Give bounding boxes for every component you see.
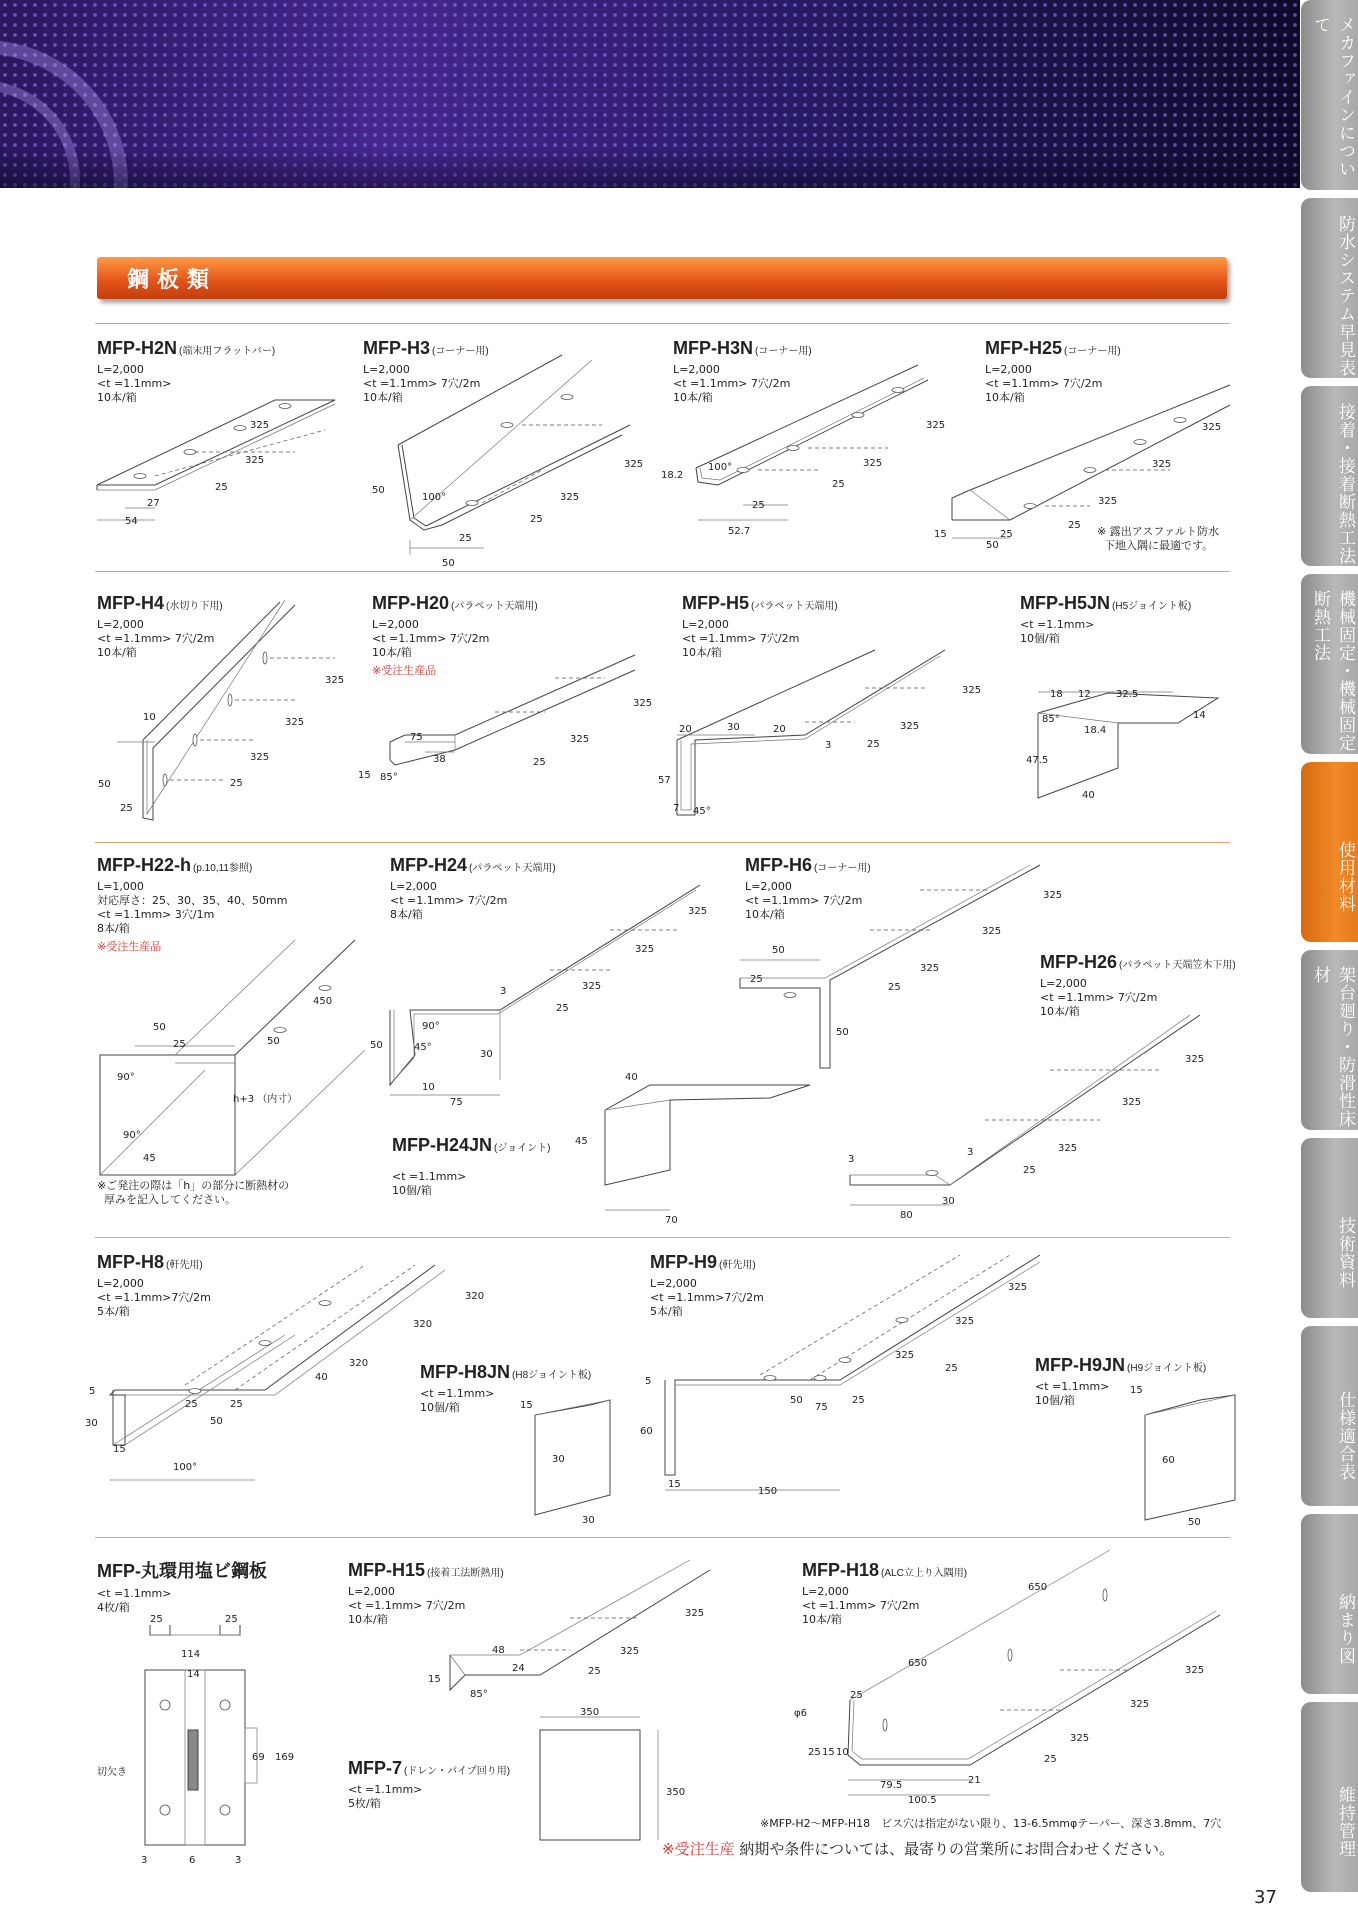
svg-text:325: 325 (1008, 1282, 1028, 1293)
svg-text:325: 325 (250, 752, 270, 763)
svg-text:325: 325 (926, 420, 946, 431)
product-spec: L=2,000 <t =1.1mm> 7穴/2m 10本/箱 (673, 363, 791, 404)
svg-text:325: 325 (635, 944, 655, 955)
product-name: MFP-H5JN (1020, 593, 1111, 613)
svg-text:30: 30 (727, 722, 740, 733)
svg-text:325: 325 (685, 1608, 705, 1619)
made-to-order-note: ※受注生産品 (372, 664, 437, 677)
svg-text:30: 30 (85, 1418, 98, 1429)
product-p7 (348, 1758, 510, 1811)
svg-text:3: 3 (500, 986, 507, 997)
svg-text:325: 325 (1043, 890, 1063, 901)
svg-text:150: 150 (758, 1486, 778, 1497)
svg-text:5: 5 (89, 1386, 96, 1397)
svg-text:325: 325 (582, 981, 602, 992)
svg-text:25: 25 (1044, 1754, 1057, 1765)
svg-text:25: 25 (945, 1363, 958, 1374)
svg-text:20: 20 (679, 724, 692, 735)
svg-text:25: 25 (1023, 1165, 1036, 1176)
svg-text:45°: 45° (693, 806, 711, 817)
svg-text:85°: 85° (380, 772, 398, 783)
svg-text:25: 25 (852, 1395, 865, 1406)
svg-text:24: 24 (512, 1663, 525, 1674)
svg-text:25: 25 (1000, 529, 1013, 540)
svg-text:25: 25 (185, 1399, 198, 1410)
svg-text:320: 320 (413, 1319, 433, 1330)
svg-text:25: 25 (150, 1614, 163, 1625)
product-sub: (p.10,11参照) (193, 863, 253, 874)
svg-text:325: 325 (863, 458, 883, 469)
h5jn-drawing (1018, 668, 1238, 808)
product-name: MFP-丸環用塩ビ鋼板 (97, 1561, 267, 1581)
product-spec: <t =1.1mm> 10個/箱 (1035, 1380, 1110, 1407)
svg-text:3: 3 (967, 1147, 974, 1158)
svg-text:48: 48 (492, 1645, 505, 1656)
svg-text:25: 25 (533, 757, 546, 768)
svg-text:3: 3 (848, 1154, 855, 1165)
svg-text:325: 325 (633, 698, 653, 709)
svg-text:325: 325 (560, 492, 580, 503)
section-title: 鋼板類 (127, 268, 218, 293)
svg-text:h+3 （内寸）: h+3 （内寸） (233, 1094, 298, 1105)
svg-text:25: 25 (530, 514, 543, 525)
product-name: MFP-H22-h (97, 855, 191, 875)
maru-drawing (95, 1610, 315, 1870)
product-spec: <t =1.1mm> 10個/箱 (420, 1387, 495, 1414)
product-name: MFP-H26 (1040, 952, 1118, 972)
made-to-order-note: ※受注生産品 (97, 940, 162, 953)
product-sub: (ジョイント) (494, 1143, 551, 1154)
svg-text:25: 25 (225, 1614, 238, 1625)
svg-text:90°: 90° (422, 1021, 440, 1032)
svg-text:325: 325 (250, 420, 270, 431)
product-name: MFP-H8 (97, 1252, 164, 1272)
product-name: MFP-H5 (682, 593, 749, 613)
header-banner (0, 0, 1300, 188)
svg-text:325: 325 (1202, 422, 1222, 433)
svg-text:325: 325 (1130, 1699, 1150, 1710)
svg-text:169: 169 (275, 1752, 295, 1763)
svg-text:25: 25 (173, 1039, 186, 1050)
svg-text:50: 50 (267, 1036, 280, 1047)
h2n-drawing (95, 390, 345, 530)
svg-text:25: 25 (215, 482, 228, 493)
product-sub: (接着工法断熱用) (427, 1568, 504, 1579)
product-sub: (コーナー用) (432, 346, 489, 357)
svg-text:15: 15 (934, 529, 947, 540)
svg-text:90°: 90° (123, 1130, 141, 1141)
svg-text:27: 27 (147, 498, 160, 509)
svg-text:50: 50 (442, 558, 455, 569)
svg-text:325: 325 (245, 455, 265, 466)
tab-materials[interactable]: 使用材料 (1301, 762, 1358, 942)
svg-text:350: 350 (666, 1787, 686, 1798)
svg-text:325: 325 (920, 963, 940, 974)
order-note (662, 1838, 1174, 1859)
screw-hole-footnote: ※MFP-H2〜MFP-H18 ビス穴は指定がない限り、13-6.5mmφテーパー、深さ3.8mm、7穴 (760, 1817, 1222, 1830)
product-spec: L=2,000 <t =1.1mm> 7穴/2m 10本/箱 (745, 880, 863, 921)
product-sub: (H8ジョイント板) (512, 1370, 592, 1381)
svg-text:325: 325 (1152, 459, 1172, 470)
svg-text:25: 25 (1068, 520, 1081, 531)
svg-text:30: 30 (480, 1049, 493, 1060)
svg-text:40: 40 (625, 1072, 638, 1083)
svg-text:52.7: 52.7 (728, 526, 751, 537)
product-sub: (コーナー用) (1064, 346, 1121, 357)
product-name: MFP-H15 (348, 1560, 426, 1580)
svg-text:50: 50 (372, 485, 385, 496)
svg-text:12: 12 (1078, 689, 1091, 700)
svg-text:3: 3 (235, 1855, 242, 1866)
h9-drawing (640, 1250, 1040, 1500)
tab-system-chart[interactable]: 防水システム早見表 (1301, 198, 1358, 378)
product-name: MFP-H2N (97, 338, 177, 358)
svg-text:320: 320 (465, 1291, 485, 1302)
product-spec: L=2,000 <t =1.1mm> 7穴/2m 10本/箱 (97, 618, 215, 659)
svg-text:114: 114 (181, 1649, 201, 1660)
product-spec: L=2,000 <t =1.1mm>7穴/2m 5本/箱 (97, 1277, 211, 1318)
svg-text:325: 325 (1122, 1097, 1142, 1108)
product-sub: (軒先用) (166, 1260, 203, 1271)
product-sub: (パラペット天端用) (469, 863, 556, 874)
tab-tech-data[interactable]: 技術資料 (1301, 1138, 1358, 1318)
product-name: MFP-H9JN (1035, 1355, 1126, 1375)
product-sub: (コーナー用) (814, 863, 871, 874)
svg-text:325: 325 (1185, 1054, 1205, 1065)
svg-text:10: 10 (143, 712, 156, 723)
svg-text:60: 60 (1162, 1455, 1175, 1466)
order-note-text: 納期や条件については、最寄りの営業所にお問合わせください。 (734, 1840, 1175, 1858)
product-sub: (ALC立上り入隅用) (881, 1568, 968, 1579)
product-name: MFP-H3N (673, 338, 753, 358)
product-h24jn (392, 1135, 551, 1198)
svg-text:47.5: 47.5 (1026, 755, 1049, 766)
svg-text:25: 25 (588, 1666, 601, 1677)
svg-text:20: 20 (773, 724, 786, 735)
product-spec: L=2,000 <t =1.1mm> 7穴/2m 10本/箱 (372, 618, 490, 659)
product-spec: <t =1.1mm> 10個/箱 (1020, 618, 1095, 645)
svg-text:10: 10 (422, 1082, 435, 1093)
product-spec: <t =1.1mm> 10個/箱 (392, 1170, 467, 1197)
product-name: MFP-7 (348, 1758, 402, 1778)
svg-text:45°: 45° (414, 1042, 432, 1053)
svg-text:25: 25 (832, 479, 845, 490)
svg-text:25: 25 (230, 778, 243, 789)
product-h5jn (1020, 593, 1191, 646)
svg-text:30: 30 (582, 1515, 595, 1526)
tab-adhesive[interactable]: 接着・接着断熱工法 (1301, 386, 1358, 566)
product-sub: (H5ジョイント板) (1112, 601, 1192, 612)
tab-mechanical[interactable]: 機械固定・機械固定断熱工法 (1301, 574, 1358, 754)
product-maru (97, 1557, 267, 1615)
svg-text:45: 45 (143, 1153, 156, 1164)
svg-text:325: 325 (982, 926, 1002, 937)
h4-drawing (95, 600, 355, 830)
svg-text:40: 40 (1082, 790, 1095, 801)
h5-drawing (655, 640, 982, 830)
svg-text:32.5: 32.5 (1116, 689, 1139, 700)
svg-text:50: 50 (986, 540, 999, 551)
product-spec: L=1,000 対応厚さ：25、30、35、40、50mm <t =1.1mm> 3穴/1m 8本/箱 (97, 880, 288, 935)
h24jn-drawing (575, 1060, 795, 1225)
svg-text:50: 50 (153, 1022, 166, 1033)
h22h-drawing (95, 930, 375, 1170)
section-title-bar (97, 257, 1227, 299)
row-divider (95, 1237, 1230, 1238)
svg-text:325: 325 (620, 1646, 640, 1657)
product-spec: L=2,000 <t =1.1mm> 7穴/2m 10本/箱 (682, 618, 800, 659)
h22h-remark: ※ご発注の際は「h」の部分に断熱材の 厚みを記入してください。 (97, 1179, 290, 1206)
svg-text:25: 25 (867, 739, 880, 750)
product-sub: (軒先用) (719, 1260, 756, 1271)
svg-text:325: 325 (1098, 496, 1118, 507)
svg-text:25: 25 (230, 1399, 243, 1410)
svg-text:18.4: 18.4 (1084, 725, 1107, 736)
product-name: MFP-H20 (372, 593, 450, 613)
h8jn-drawing (500, 1395, 640, 1525)
product-spec: L=2,000 <t =1.1mm> 7穴/2m 10本/箱 (802, 1585, 920, 1626)
svg-text:325: 325 (1058, 1143, 1078, 1154)
svg-text:25: 25 (750, 974, 763, 985)
svg-text:25: 25 (752, 500, 765, 511)
product-spec: L=2,000 <t =1.1mm> 10本/箱 (97, 363, 172, 404)
svg-text:15: 15 (113, 1444, 126, 1455)
h15-drawing (420, 1560, 720, 1720)
svg-text:15: 15 (1130, 1385, 1143, 1396)
svg-text:70: 70 (665, 1215, 678, 1226)
product-name: MFP-H3 (363, 338, 430, 358)
svg-text:50: 50 (210, 1416, 223, 1427)
svg-text:60: 60 (640, 1426, 653, 1437)
product-spec: L=2,000 <t =1.1mm>7穴/2m 5本/箱 (650, 1277, 764, 1318)
svg-text:57: 57 (658, 775, 671, 786)
h18-drawing (790, 1545, 1240, 1815)
svg-text:75: 75 (815, 1402, 828, 1413)
tab-spec-table[interactable]: 仕様適合表 (1301, 1326, 1358, 1506)
svg-text:50: 50 (1188, 1517, 1201, 1528)
product-spec: L=2,000 <t =1.1mm> 7穴/2m 10本/箱 (348, 1585, 466, 1626)
svg-text:325: 325 (624, 459, 644, 470)
product-name: MFP-H24JN (392, 1135, 493, 1155)
svg-text:45: 45 (575, 1136, 588, 1147)
svg-text:325: 325 (1185, 1665, 1205, 1676)
svg-text:3: 3 (825, 740, 832, 751)
product-sub: (水切り下用) (166, 601, 223, 612)
svg-text:75: 75 (410, 732, 423, 743)
svg-text:14: 14 (187, 1669, 200, 1680)
svg-text:3: 3 (141, 1855, 148, 1866)
product-sub: (パラペット天端用) (451, 601, 538, 612)
h25-remark: ※ 露出アスファルト防水 下地入隅に最適です。 (1097, 525, 1220, 552)
svg-text:14: 14 (1193, 710, 1206, 721)
product-sub: (ドレン・パイプ回り用) (404, 1766, 511, 1777)
svg-text:25: 25 (556, 1003, 569, 1014)
svg-text:25: 25 (850, 1690, 863, 1701)
svg-text:15: 15 (428, 1674, 441, 1685)
svg-text:325: 325 (1070, 1733, 1090, 1744)
svg-text:18: 18 (1050, 689, 1063, 700)
svg-text:90°: 90° (117, 1072, 135, 1083)
product-name: MFP-H25 (985, 338, 1063, 358)
tab-details[interactable]: 納まり図 (1301, 1514, 1358, 1694)
svg-text:25: 25 (808, 1747, 821, 1758)
product-name: MFP-H8JN (420, 1362, 511, 1382)
svg-text:18.2: 18.2 (661, 470, 684, 481)
svg-text:100.5: 100.5 (908, 1795, 937, 1806)
page-number: 37 (1254, 1887, 1277, 1908)
svg-text:54: 54 (125, 516, 138, 527)
row-divider (95, 842, 1230, 843)
svg-text:320: 320 (349, 1358, 369, 1369)
product-sub: (H9ジョイント板) (1127, 1363, 1207, 1374)
h3-drawing (362, 340, 644, 569)
svg-text:325: 325 (570, 734, 590, 745)
svg-text:50: 50 (98, 779, 111, 790)
product-name: MFP-H9 (650, 1252, 717, 1272)
svg-text:15: 15 (358, 770, 371, 781)
svg-text:100°: 100° (708, 462, 733, 473)
svg-text:50: 50 (790, 1395, 803, 1406)
svg-text:25: 25 (888, 982, 901, 993)
svg-text:100°: 100° (422, 492, 447, 503)
product-spec: <t =1.1mm> 5枚/箱 (348, 1783, 423, 1810)
svg-text:10: 10 (836, 1747, 849, 1758)
svg-text:38: 38 (433, 754, 446, 765)
row-divider (95, 323, 1230, 324)
tab-platform[interactable]: 架台廻り・防滑性床材 (1301, 950, 1358, 1130)
svg-text:15: 15 (668, 1479, 681, 1490)
svg-text:40: 40 (315, 1372, 328, 1383)
svg-text:15: 15 (520, 1400, 533, 1411)
product-sub: (コーナー用) (755, 346, 812, 357)
svg-text:450: 450 (313, 996, 333, 1007)
row-divider (95, 571, 1230, 572)
svg-text:325: 325 (962, 685, 982, 696)
svg-text:7: 7 (673, 803, 680, 814)
tab-about[interactable]: メカファインについて (1301, 0, 1358, 190)
product-spec: <t =1.1mm> 4枚/箱 (97, 1587, 172, 1614)
product-h26 (1040, 952, 1236, 1019)
p7-drawing (530, 1705, 686, 1845)
svg-text:50: 50 (772, 945, 785, 956)
product-sub: (パラペット天端笠木下用) (1119, 960, 1236, 971)
svg-text:650: 650 (1028, 1582, 1048, 1593)
svg-text:350: 350 (580, 1707, 600, 1718)
svg-text:25: 25 (120, 803, 133, 814)
svg-text:85°: 85° (470, 1689, 488, 1700)
svg-text:21: 21 (968, 1775, 981, 1786)
svg-text:φ6: φ6 (794, 1708, 807, 1719)
tab-maintenance[interactable]: 維持管理 (1301, 1702, 1358, 1892)
svg-text:30: 30 (552, 1454, 565, 1465)
svg-text:15: 15 (822, 1747, 835, 1758)
product-name: MFP-H6 (745, 855, 812, 875)
h9jn-drawing (1120, 1380, 1250, 1530)
svg-text:30: 30 (942, 1196, 955, 1207)
row-divider (95, 1537, 1230, 1538)
svg-text:325: 325 (285, 717, 305, 728)
svg-text:50: 50 (836, 1027, 849, 1038)
product-spec: L=2,000 <t =1.1mm> 7穴/2m 10本/箱 (985, 363, 1103, 404)
svg-text:6: 6 (189, 1855, 196, 1866)
svg-text:325: 325 (900, 721, 920, 732)
svg-text:75: 75 (450, 1097, 463, 1108)
svg-text:79.5: 79.5 (880, 1780, 903, 1791)
svg-text:325: 325 (688, 906, 708, 917)
product-spec: L=2,000 <t =1.1mm> 7穴/2m 8本/箱 (390, 880, 508, 921)
h3n-drawing (658, 360, 948, 540)
svg-text:100°: 100° (173, 1462, 198, 1473)
svg-text:325: 325 (895, 1350, 915, 1361)
product-spec: L=2,000 <t =1.1mm> 7穴/2m 10本/箱 (1040, 977, 1158, 1018)
h26-drawing (840, 1010, 1220, 1230)
product-name: MFP-H4 (97, 593, 164, 613)
svg-text:5: 5 (645, 1376, 652, 1387)
svg-text:650: 650 (908, 1658, 928, 1669)
svg-text:325: 325 (955, 1316, 975, 1327)
product-spec: L=2,000 <t =1.1mm> 7穴/2m 10本/箱 (363, 363, 481, 404)
product-sub: (端末用フラットバー) (179, 346, 276, 357)
side-tab-nav (1301, 0, 1358, 1920)
svg-text:325: 325 (325, 675, 345, 686)
product-name: MFP-H24 (390, 855, 468, 875)
svg-text:切欠き: 切欠き (97, 1767, 127, 1778)
svg-text:50: 50 (370, 1040, 383, 1051)
h20-drawing (355, 650, 653, 790)
product-sub: (パラペット天端用) (751, 601, 838, 612)
svg-text:69: 69 (252, 1752, 265, 1763)
svg-text:85°: 85° (1042, 714, 1060, 725)
product-name: MFP-H18 (802, 1560, 880, 1580)
order-note-label: ※受注生産 (662, 1840, 735, 1858)
svg-text:80: 80 (900, 1210, 913, 1221)
svg-text:25: 25 (459, 533, 472, 544)
